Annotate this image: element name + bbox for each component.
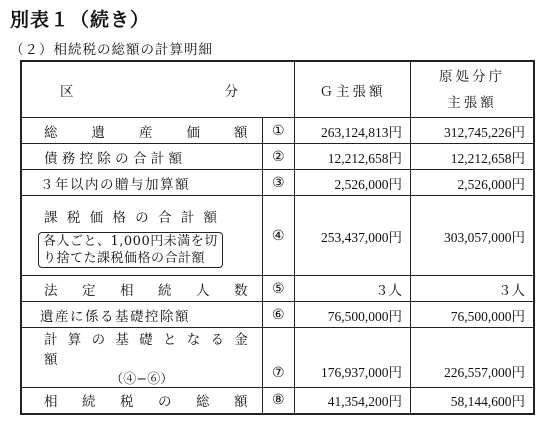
row-original-value: 2,526,000円	[411, 170, 535, 196]
row-number: ⑦	[262, 328, 295, 388]
header-g-claim: Ｇ主張額	[295, 61, 411, 118]
table-row	[21, 196, 534, 276]
table-row	[21, 170, 534, 196]
row-original-value: 312,745,226円	[411, 118, 535, 144]
table-row	[21, 302, 534, 328]
row-g-value: 12,212,658円	[295, 144, 411, 170]
tax-calculation-table	[20, 60, 535, 415]
row-number: ②	[262, 144, 295, 170]
row-original-value: 303,057,000円	[411, 196, 535, 276]
row-number: ③	[262, 170, 295, 196]
row-number: ④	[262, 196, 295, 276]
row-g-value: 176,937,000円	[295, 328, 411, 388]
page-title: 別表１（続き）	[10, 9, 151, 31]
row-g-value: 41,354,200円	[295, 388, 411, 414]
header-category-cell	[21, 61, 262, 118]
row-label: 相 続 税 の 総 額	[21, 388, 262, 414]
table-row	[21, 276, 534, 302]
row-label: ３年以内の贈与加算額	[21, 170, 262, 196]
row-label: 遺産に係る基礎控除額	[21, 302, 262, 328]
row-g-value: 2,526,000円	[295, 170, 411, 196]
row-label-sub: （④−⑥）	[110, 372, 174, 387]
header-category-left: 区	[60, 83, 76, 100]
row-label-note: 各人ごと、1,000円未満を切 り捨てた課税価格の合計額	[38, 232, 223, 268]
row-number: ⑧	[262, 388, 295, 414]
row-original-value: 12,212,658円	[411, 144, 535, 170]
row-number: ⑥	[262, 302, 295, 328]
table-row	[21, 118, 534, 144]
row-original-value: 76,500,000円	[411, 302, 535, 328]
header-category-right: 分	[224, 83, 240, 100]
row-label-main: 計 算 の 基 礎 と な る 金 額	[44, 332, 251, 368]
row-label: 債 務 控 除 の 合 計 額	[21, 144, 262, 170]
header-number-cell	[262, 61, 295, 118]
row-label: 総 遺 産 価 額	[21, 118, 262, 144]
header-original-line2: 主張額	[447, 94, 497, 111]
header-original-claim	[411, 61, 535, 118]
row-label	[21, 328, 262, 388]
row-original-value: 58,144,600円	[411, 388, 535, 414]
table-header-row	[21, 61, 534, 118]
row-label: 法 定 相 続 人 数	[21, 276, 262, 302]
row-original-value: 226,557,000円	[411, 328, 535, 388]
table-row	[21, 144, 534, 170]
table-row	[21, 388, 534, 414]
table-row	[21, 328, 534, 388]
row-g-value: 263,124,813円	[295, 118, 411, 144]
section-subtitle: （２）相続税の総額の計算明細	[10, 42, 213, 58]
row-g-value: 76,500,000円	[295, 302, 411, 328]
row-number: ⑤	[262, 276, 295, 302]
row-number: ①	[262, 118, 295, 144]
row-label	[21, 196, 262, 276]
row-g-value: 253,437,000円	[295, 196, 411, 276]
row-g-value: ３人	[295, 276, 411, 302]
row-original-value: ３人	[411, 276, 535, 302]
header-original-line1: 原処分庁	[439, 68, 505, 85]
row-label-main: 課 税 価 格 の 合 計 額	[44, 209, 220, 226]
